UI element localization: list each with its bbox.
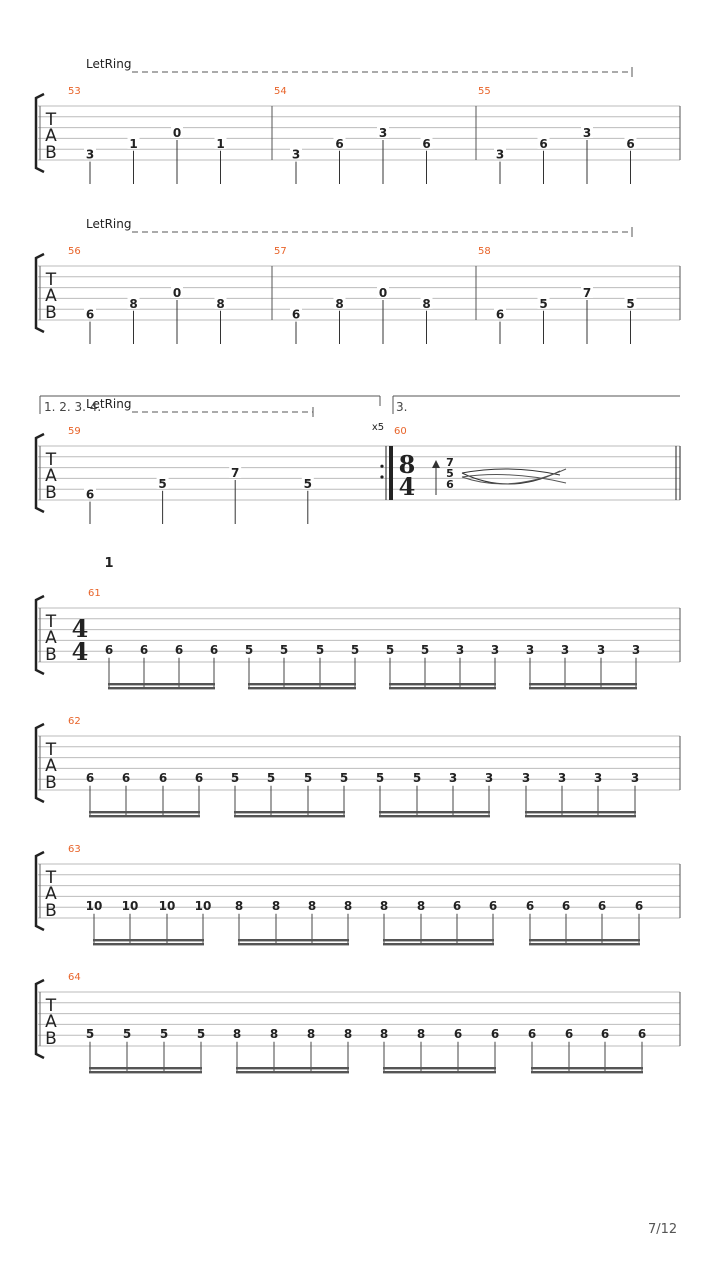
fret-number: 5 [158, 476, 167, 491]
time-signature-numerator: 8 [398, 450, 416, 479]
fret-number: 1 [216, 136, 225, 151]
measure-number: 60 [394, 426, 407, 437]
tab-clef-letter: B [45, 483, 57, 503]
fret-number: 3 [521, 770, 531, 785]
tab-clef-letter: T [45, 868, 57, 888]
fret-number: 6 [121, 770, 131, 785]
repeat-count: x5 [371, 422, 385, 433]
fret-number: 6 [104, 642, 114, 657]
fret-number: 3 [596, 642, 606, 657]
beam-primary [248, 683, 356, 685]
fret-number: 7 [231, 466, 240, 480]
fret-number: 6 [209, 642, 219, 657]
fret-number: 5 [339, 770, 349, 785]
fret-number: 8 [335, 296, 344, 311]
fret-number: 6 [335, 136, 344, 151]
fret-number: 3 [631, 642, 641, 657]
fret-number: 10 [158, 898, 176, 913]
fret-number: 6 [488, 898, 498, 913]
tab-clef-letter: T [45, 450, 57, 470]
fret-number: 5 [303, 476, 312, 491]
beam-primary [529, 939, 640, 941]
let-ring-label: LetRing [86, 57, 132, 71]
measure-number: 56 [68, 246, 81, 257]
beam-secondary [248, 687, 356, 689]
beam-secondary [236, 1071, 349, 1073]
time-signature-denominator: 4 [398, 472, 416, 501]
measure-number: 64 [68, 972, 81, 983]
fret-number: 0 [378, 286, 388, 300]
fret-number: 6 [194, 770, 204, 785]
beam-secondary [531, 1071, 643, 1073]
fret-number: 6 [422, 136, 431, 151]
beam-secondary [379, 815, 490, 817]
fret-number: 8 [306, 1026, 316, 1041]
fret-number: 10 [194, 898, 212, 913]
beam-secondary [525, 815, 636, 817]
tab-clef-letter: A [45, 1012, 57, 1032]
tab-clef-letter: A [45, 884, 57, 904]
fret-number: 3 [557, 770, 567, 785]
measure-number: 54 [274, 86, 287, 97]
swell-lower-2 [462, 469, 566, 484]
fret-number: 5 [196, 1026, 206, 1041]
fret-number: 5 [420, 642, 430, 657]
fret-number: 6 [85, 487, 95, 502]
repeat-dot [380, 475, 383, 478]
volta-label: 3. [396, 400, 408, 414]
tab-clef-letter: B [45, 143, 57, 163]
beam-primary [236, 1067, 349, 1069]
fret-number: 6 [539, 136, 548, 151]
fret-number: 6 [453, 1026, 463, 1041]
fret-number: 3 [582, 126, 592, 140]
fret-number: 0 [172, 126, 182, 140]
tab-clef-letter: A [45, 466, 57, 486]
fret-number: 3 [484, 770, 494, 785]
tab-clef-letter: T [45, 270, 57, 290]
fret-number: 3 [448, 770, 458, 785]
fret-number: 3 [525, 642, 535, 657]
fret-number: 8 [232, 1026, 242, 1041]
fret-number: 8 [379, 1026, 389, 1041]
fret-number: 5 [266, 770, 276, 785]
fret-number: 6 [637, 1026, 647, 1041]
fret-number: 8 [343, 1026, 353, 1041]
beam-primary [89, 1067, 202, 1069]
strum-arrow-head [432, 460, 440, 468]
page-number: 7/12 [648, 1222, 678, 1237]
swell-upper [462, 469, 560, 475]
fret-number: 6 [85, 307, 95, 322]
fret-number: 8 [129, 296, 138, 311]
fret-number: 8 [416, 1026, 426, 1041]
let-ring-label: LetRing [86, 217, 132, 231]
fret-number: 5 [159, 1026, 169, 1041]
fret-number: 8 [216, 296, 225, 311]
fret-number: 5 [385, 642, 395, 657]
beam-primary [383, 1067, 496, 1069]
measure-number: 55 [478, 86, 491, 97]
fret-number: 8 [269, 1026, 279, 1041]
tab-clef-letter: B [45, 303, 57, 323]
volta-label: 1. 2. 3. 4. [44, 400, 102, 414]
fret-number: 5 [122, 1026, 132, 1041]
fret-number: 3 [593, 770, 603, 785]
beam-secondary [389, 687, 496, 689]
fret-number: 6 [527, 1026, 537, 1041]
beam-primary [379, 811, 490, 813]
fret-number: 5 [350, 642, 360, 657]
swell-lower [462, 471, 560, 484]
fret-number: 6 [626, 136, 635, 151]
beam-secondary [383, 1071, 496, 1073]
fret-number: 8 [416, 898, 426, 913]
beam-primary [525, 811, 636, 813]
beam-primary [238, 939, 349, 941]
beam-primary [531, 1067, 643, 1069]
fret-number: 6 [597, 898, 607, 913]
fret-number: 5 [626, 296, 635, 311]
fret-number: 6 [139, 642, 149, 657]
tab-clef-letter: T [45, 110, 57, 130]
fret-number: 1 [129, 136, 138, 151]
beam-secondary [89, 1071, 202, 1073]
tab-clef-letter: B [45, 773, 57, 793]
fret-number: 6 [174, 642, 184, 657]
fret-number: 3 [495, 147, 505, 162]
fret-number: 5 [315, 642, 325, 657]
tab-clef-letter: T [45, 740, 57, 760]
tab-clef-letter: T [45, 996, 57, 1016]
fret-number: 5 [375, 770, 385, 785]
beam-secondary [89, 815, 200, 817]
beam-primary [89, 811, 200, 813]
fret-number: 6 [495, 307, 505, 322]
fret-number: 3 [378, 126, 388, 140]
fret-number: 6 [452, 898, 462, 913]
fret-number: 10 [121, 898, 139, 913]
fret-number: 6 [291, 307, 301, 322]
tab-clef-letter: B [45, 901, 57, 921]
tab-clef-letter: A [45, 628, 57, 648]
beam-secondary [234, 815, 345, 817]
beam-primary [383, 939, 494, 941]
fret-number: 6 [634, 898, 644, 913]
chord-fret-number: 6 [446, 477, 454, 491]
fret-number: 3 [630, 770, 640, 785]
fret-number: 8 [271, 898, 281, 913]
tab-clef-letter: A [45, 756, 57, 776]
fret-number: 8 [422, 296, 431, 311]
beam-primary [108, 683, 215, 685]
measure-number: 61 [88, 588, 101, 599]
fret-number: 3 [490, 642, 500, 657]
fret-number: 3 [291, 147, 301, 162]
beam-secondary [529, 943, 640, 945]
fret-number: 5 [303, 770, 313, 785]
tab-clef-letter: B [45, 1029, 57, 1049]
beam-primary [234, 811, 345, 813]
measure-number: 63 [68, 844, 81, 855]
fret-number: 6 [564, 1026, 574, 1041]
fret-number: 3 [560, 642, 570, 657]
fret-number: 0 [172, 286, 182, 300]
time-signature-numerator: 4 [71, 614, 89, 643]
beam-secondary [93, 943, 204, 945]
measure-number: 62 [68, 716, 81, 727]
fret-number: 7 [582, 286, 592, 300]
fret-number: 6 [490, 1026, 500, 1041]
fret-number: 6 [85, 770, 95, 785]
beam-primary [93, 939, 204, 941]
fret-number: 6 [158, 770, 168, 785]
beam-secondary [238, 943, 349, 945]
fret-number: 6 [600, 1026, 610, 1041]
fret-number: 6 [525, 898, 535, 913]
measure-number: 58 [478, 246, 491, 257]
time-signature-denominator: 4 [71, 637, 89, 666]
repeat-dot [380, 465, 383, 468]
tab-clef-letter: B [45, 645, 57, 665]
fret-number: 5 [279, 642, 289, 657]
beam-secondary [529, 687, 637, 689]
measure-number: 57 [274, 246, 287, 257]
fret-number: 8 [307, 898, 317, 913]
fret-number: 5 [85, 1026, 95, 1041]
fret-number: 3 [455, 642, 465, 657]
let-ring-label: LetRing [86, 397, 132, 411]
beam-primary [529, 683, 637, 685]
beam-primary [389, 683, 496, 685]
fret-number: 3 [85, 147, 95, 162]
fret-number: 10 [85, 898, 103, 913]
fret-number: 5 [539, 296, 548, 311]
chord-fret-number: 7 [446, 456, 454, 470]
fret-number: 8 [234, 898, 244, 913]
fret-number: 5 [244, 642, 254, 657]
measure-number: 59 [68, 426, 81, 437]
tab-clef-letter: T [45, 612, 57, 632]
fret-number: 8 [343, 898, 353, 913]
fret-number: 5 [412, 770, 422, 785]
beam-secondary [108, 687, 215, 689]
fret-number: 5 [230, 770, 240, 785]
tab-clef-letter: A [45, 286, 57, 306]
fret-number: 8 [379, 898, 389, 913]
measure-number: 53 [68, 86, 81, 97]
chord-fret-number: 5 [446, 467, 454, 480]
fret-number: 6 [561, 898, 571, 913]
section-marker: 1 [104, 556, 114, 571]
beam-secondary [383, 943, 494, 945]
tab-clef-letter: A [45, 126, 57, 146]
